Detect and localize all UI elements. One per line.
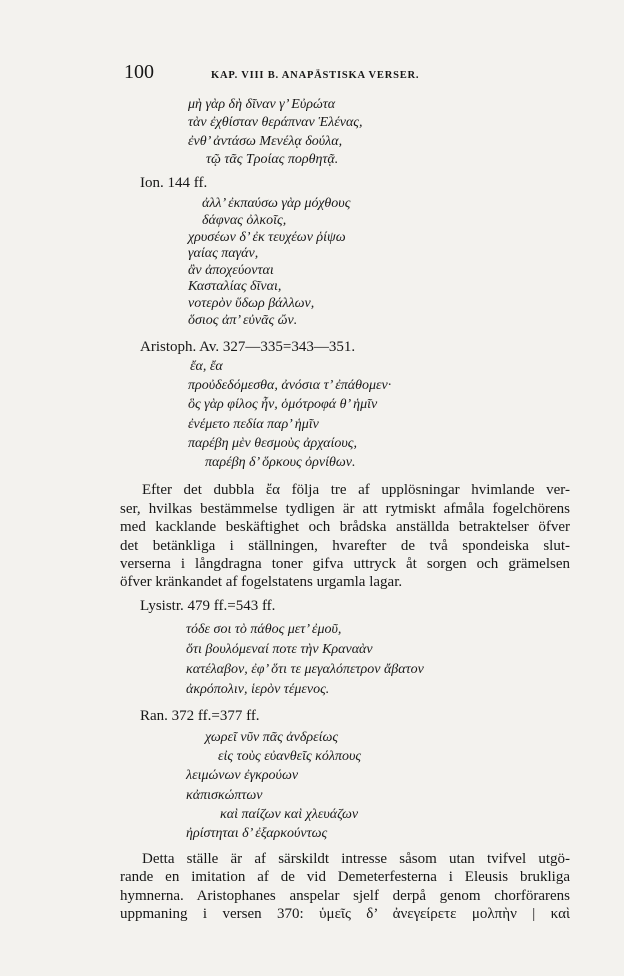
ion-line-2: δάφνας ὀλκοῖς, bbox=[202, 213, 287, 228]
ion-line-8: ὅσιος ἀπ’ εὐνᾶς ὤν. bbox=[188, 313, 298, 328]
ion-line-6: Κασταλίας δῖναι, bbox=[188, 279, 282, 294]
ranae-line-1: χωρεῖ νῦν πᾶς ἀνδρείως bbox=[205, 730, 339, 745]
paragraph-1-line-1: Efter det dubbla ἔα följa tre af upplösningar hvimlande ver- bbox=[142, 482, 570, 498]
lysistrata-reference: Lysistr. 479 ff.=543 ff. bbox=[140, 598, 276, 614]
paragraph-2-line-1: Detta ställe är af särskildt intresse såsom utan tvifvel utgö- bbox=[142, 851, 570, 867]
paragraph-1-line-3: med kacklande beskäftighet och brådska anställda betraktelser öfver bbox=[120, 519, 570, 535]
lysistrata-line-3: κατέλαβον, ἐφ’ ὅτι τε μεγαλόπετρον ἄβατον bbox=[186, 662, 424, 677]
av-line-3: ὃς γὰρ φίλος ἦν, ὁμότροφά θ’ ἡμῖν bbox=[188, 397, 378, 412]
ion-line-7: νοτερὸν ὕδωρ βάλλων, bbox=[188, 296, 315, 311]
ion-line-5: ἂν ἀποχεύονται bbox=[188, 263, 274, 278]
aristophanes-av-reference: Aristoph. Av. 327—335=343—351. bbox=[140, 339, 356, 355]
ion-line-4: γαίας παγάν, bbox=[188, 246, 259, 261]
ranae-line-3: λειμώνων ἐγκρούων bbox=[186, 768, 299, 783]
av-line-4: ἐνέμετο πεδία παρ’ ἡμῖν bbox=[188, 417, 319, 432]
running-title: KAP. VIII B. ANAPÄSTISKA VERSER. bbox=[211, 70, 420, 81]
lysistrata-line-2: ὅτι βουλόμεναί ποτε τὴν Κραναὰν bbox=[186, 642, 373, 657]
quote-1-line-4: τῷ τᾶς Τροίας πορθητᾷ. bbox=[206, 152, 339, 167]
ion-line-3: χρυσέων δ’ ἐκ τευχέων ῥίψω bbox=[188, 230, 346, 245]
ion-reference: Ion. 144 ff. bbox=[140, 175, 208, 191]
paragraph-1-line-5: verserna i långdragna toner gifva uttryck åt sorgen och grämelsen bbox=[120, 556, 570, 572]
av-line-6: παρέβη δ’ ὅρκους ὀρνίθων. bbox=[205, 455, 356, 470]
ranae-line-2: εἰς τοὺς εὐανθεῖς κόλπους bbox=[218, 749, 362, 764]
paragraph-1-line-6: öfver kränkandet af fogelstatens urgamla lagar. bbox=[120, 574, 403, 590]
paragraph-2-line-2: rande en imitation af de vid Demeterfesterna i Eleusis brukliga bbox=[120, 869, 570, 885]
quote-1-line-3: ἐνθ’ ἀντάσω Μενέλᾳ δούλα, bbox=[188, 134, 343, 149]
ion-line-1: ἀλλ’ ἐκπαύσω γὰρ μόχθους bbox=[202, 196, 351, 211]
paragraph-2-line-3: hymnerna. Aristophanes anspelar sjelf derpå genom chorförarens bbox=[120, 888, 570, 904]
lysistrata-line-4: ἀκρόπολιν, ἱερὸν τέμενος. bbox=[186, 682, 330, 697]
av-line-2: προὐδεδόμεσθα, ἀνόσια τ’ ἐπάθομεν· bbox=[188, 378, 392, 393]
ranae-reference: Ran. 372 ff.=377 ff. bbox=[140, 708, 260, 724]
paragraph-1-line-4: det betänkliga i ställningen, hvarefter de två spondeiska slut- bbox=[120, 538, 570, 554]
page-number: 100 bbox=[124, 61, 154, 83]
quote-1-line-2: τὰν ἐχθίσταν θεράπναν Ἑλένας, bbox=[188, 115, 363, 130]
paragraph-1-line-2: ser, hvilkas bestämmelse tydligen är att rytmiskt afmåla fogelchörens bbox=[120, 501, 570, 517]
quote-1-line-1: μὴ γὰρ δὴ δῖναν γ’ Εὐρώτα bbox=[188, 97, 336, 112]
paragraph-2-line-4: uppmaning i versen 370: ὑμεῖς δ’ ἀνεγείρετε μολπὴν | καὶ bbox=[120, 906, 570, 922]
ranae-line-4: κἀπισκώπτων bbox=[186, 788, 263, 803]
av-line-5: παρέβη μὲν θεσμοὺς ἀρχαίους, bbox=[188, 436, 357, 451]
av-line-1: ἔα, ἔα bbox=[190, 359, 223, 374]
ranae-line-5: καὶ παίζων καὶ χλευάζων bbox=[220, 807, 359, 822]
ranae-line-6: ἠρίστηται δ’ ἐξαρκούντως bbox=[186, 826, 328, 841]
lysistrata-line-1: τόδε σοι τὸ πάθος μετ’ ἐμοῦ, bbox=[186, 622, 342, 637]
